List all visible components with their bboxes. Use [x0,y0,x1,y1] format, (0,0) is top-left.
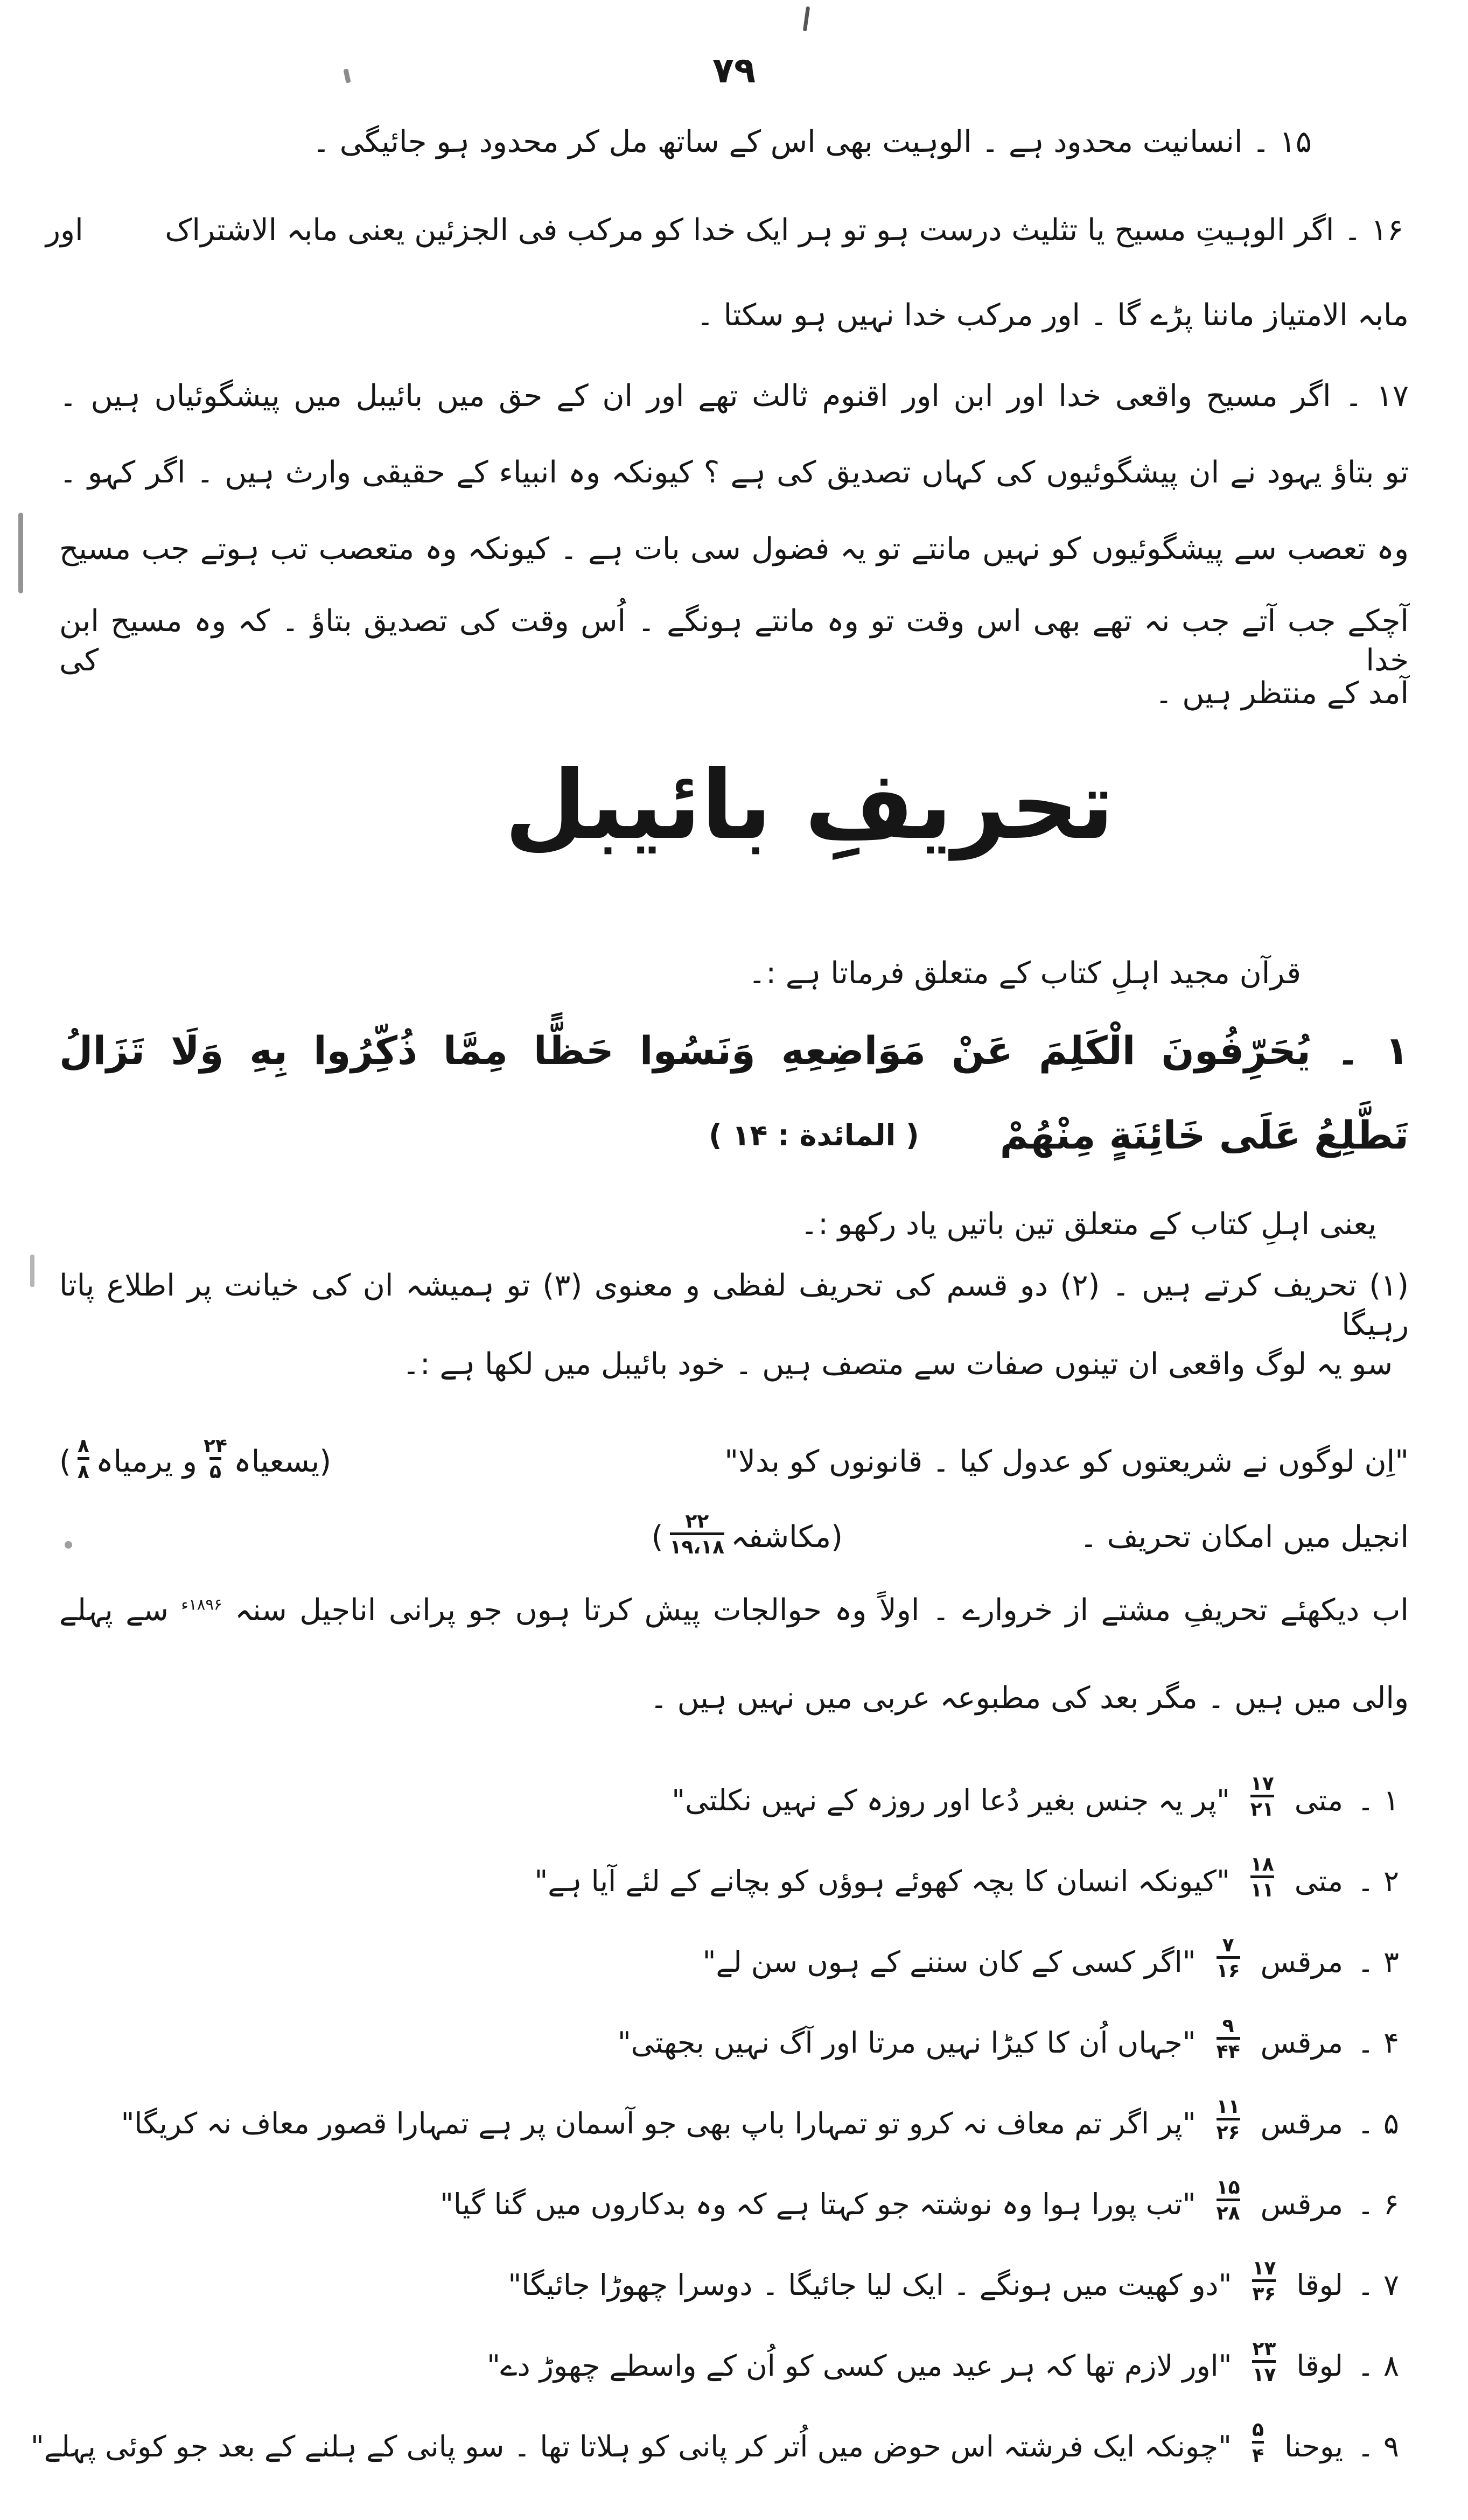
paragraph-17-line-1: ۱۷ ۔ اگر مسیح واقعی خدا اور ابن اور اقنوم ثالث تھے اور ان کے حق میں بائیبل میں پیشگوئیاں ہیں ۔ [59,379,1409,414]
verse-item-number: ۵ ۔ [1357,2106,1399,2140]
quran-quote-line-2 [59,1110,1409,1161]
verse-number: ۱۶ [1217,1956,1240,1982]
paragraph-16-hanging-word: اور [46,213,83,248]
verse-chapter: ۷ [1222,1934,1234,1957]
verse-book-name: متی [1294,1783,1343,1817]
scan-artifact [18,513,23,593]
verse-item-number: ۴ ۔ [1357,2025,1399,2060]
verse-item-number: ۲ ۔ [1357,1864,1399,1898]
verse-quote-text: "اور لازم تھا کہ ہر عید میں کسی کو اُن کے واسطے چھوڑ دے" [487,2348,1232,2383]
revelation-close-paren: ) [651,1520,663,1555]
revelation-reference [651,1510,843,1561]
verse-quote-text: "پر اگر تم معاف نہ کرو تو تمہارا باپ بھی جو آسمان پر ہے تمہارا قصور معاف نہ کریگا" [121,2106,1196,2140]
verse-chapter: ۱۱ [1216,2096,1240,2118]
verse-list-item [59,2083,1399,2164]
isaiah-verse: ۵ [209,1457,221,1483]
verse-quote-text: "پر یہ جنس بغیر دُعا اور روزہ کے نہیں نکلتی" [672,1783,1230,1817]
paragraph-16-line-2: مابہ الامتیاز ماننا پڑے گا ۔ اور مرکب خدا نہیں ہو سکتا ۔ [696,298,1409,333]
verse-chapter-verse-fraction [1252,2339,1276,2385]
year-superscript: ۱۸۹۶ء [181,1595,222,1614]
verse-number: ۴۴ [1217,2037,1240,2063]
verse-item-number: ۱ ۔ [1357,1783,1399,1817]
verse-list-item [59,2244,1399,2325]
verse-chapter-verse-fraction [1217,1935,1240,1982]
removed-verses-list [30,1760,1399,2487]
quran-quote-text: تَطَّلِعُ عَلَى خَائِنَةٍ مِنْهُمْ [999,1112,1409,1158]
revelation-chapter-verse-fraction [670,1511,725,1558]
jeremiah-chapter: ۸ [77,1435,89,1457]
verse-chapter-verse-fraction [1217,2096,1240,2143]
paragraph-17-line-2: تو بتاؤ یہود نے ان پیشگوئیوں کی کہاں تصدیق کی ہے ؟ کیونکہ وہ انبیاء کے حقیقی وارث ہیں ۔ اگر کہو ۔ [59,455,1409,490]
so-line: سو یہ لوگ واقعی ان تینوں صفات سے متصف ہیں ۔ خود بائیبل میں لکھا ہے :۔ [402,1347,1393,1382]
tahrif-intro-pre: اب دیکھئے تحریفِ مشتے از خروارے ۔ اولاً وہ حوالجات پیش کرتا ہوں جو پرانی اناجیل سنہ [235,1593,1409,1628]
verse-number: ۲۸ [1217,2199,1240,2224]
paragraph-17-line-4: آچکے جب آتے جب نہ تھے بھی اس وقت تو وہ مانتے ہونگے ۔ اُس وقت کی تصدیق بتاؤ ۔ کہ وہ مسیح ابن خدا کی [59,604,1409,678]
verse-number: ۲۶ [1217,2118,1240,2144]
jeremiah-reference-label: و یرمیاہ [95,1444,197,1480]
verse-number: ۴ [1252,2441,1264,2467]
verse-chapter: ۵ [1252,2419,1264,2441]
verse-book-name: لوقا [1296,2348,1343,2383]
verse-item-number: ۹ ۔ [1357,2429,1399,2463]
verse-list-item [59,1921,1399,2002]
verse-quote-text: "دو کھیت میں ہونگے ۔ ایک لیا جائیگا ۔ دوسرا چھوڑا جائیگا" [508,2267,1232,2302]
chapter-heading: تحریفِ بائیبل [505,751,1114,860]
tahrif-intro-post: سے پہلے [59,1593,169,1628]
verse-book-name: مرقس [1260,2106,1343,2140]
verse-chapter: ۹ [1222,2015,1234,2038]
verse-number: ۲۱ [1250,1795,1274,1821]
verse-chapter-verse-fraction [1252,2258,1276,2305]
quran-quote-line-1: ۱ ۔ يُحَرِّفُونَ الْكَلِمَ عَنْ مَوَاضِعِهِ وَنَسُوا حَظًّا مِمَّا ذُكِّرُوا بِهِ وَلَا تَزَالُ [59,1028,1409,1073]
verse-book-name: یوحنا [1284,2429,1343,2463]
verse-quote-text: "چونکہ ایک فرشتہ اس حوض میں اُتر کر پانی کو ہلاتا تھا ۔ سو پانی کے ہلنے کے بعد جو کوئی پہلے" [30,2429,1232,2463]
verse-list-item [59,2325,1399,2406]
verse-item-number: ۸ ۔ [1357,2348,1399,2383]
jeremiah-verse: ۸ [78,1457,89,1483]
bible-quote-references [59,1435,332,1486]
verse-chapter: ۱۸ [1250,1853,1274,1876]
three-points-line: (۱) تحریف کرتے ہیں ۔ (۲) دو قسم کی تحریف لفظی و معنوی (۳) تو ہمیشہ ان کی خیانت پر اطلاع پاتا رہیگا [59,1268,1409,1342]
verse-list-item [30,2406,1399,2487]
verse-book-name: مرقس [1260,2025,1343,2060]
verse-number: ۱۱ [1250,1875,1274,1901]
bible-quote-text: "اِن لوگوں نے شریعتوں کو عدول کیا ۔ قانونوں کو بدلا" [724,1444,1409,1480]
verse-chapter: ۱۵ [1216,2176,1240,2199]
verse-quote-text: "اگر کسی کے کان سننے کے ہوں سن لے" [702,1944,1196,1979]
quran-intro-line: قرآن مجید اہلِ کتاب کے متعلق فرماتا ہے :۔ [748,956,1301,991]
verse-quote-text: "تب پورا ہوا وہ نوشتہ جو کہتا ہے کہ وہ بدکاروں میں گنا گیا" [440,2187,1196,2221]
verse-quote-text: "کیونکہ انسان کا بچہ کھوئے ہوؤں کو بچانے کے لئے آیا ہے" [534,1864,1230,1898]
paragraph-16-main-text: ۱۶ ۔ اگر الوہیتِ مسیح یا تثلیث درست ہو تو ہر ایک خدا کو مرکب فی الجزئین یعنی مابہ الاشتراک [165,213,1403,248]
verse-chapter-verse-fraction [1217,2177,1240,2224]
paragraph-16-line-1 [46,211,1403,250]
jeremiah-chapter-verse-fraction [78,1436,89,1482]
verse-chapter-verse-fraction [1217,2015,1240,2062]
scan-artifact [30,1255,34,1287]
verse-number: ۳۶ [1252,2279,1276,2305]
isaiah-reference-label: (یسعیاہ [233,1444,332,1480]
verse-chapter: ۱۷ [1250,1773,1274,1795]
yani-line: یعنی اہلِ کتاب کے متعلق تین باتیں یاد رکھو :۔ [800,1207,1376,1242]
verse-book-name: مرقس [1260,1944,1343,1979]
verse-book-name: لوقا [1296,2267,1343,2302]
verse-chapter: ۱۷ [1252,2257,1276,2280]
verse-book-name: متی [1294,1864,1343,1898]
verse-chapter-verse-fraction [1250,1854,1274,1901]
revelation-verses: ۱۹،۱۸ [670,1532,725,1558]
verse-chapter-verse-fraction [1252,2419,1264,2466]
verse-number: ۱۷ [1252,2360,1276,2386]
verse-chapter: ۲۳ [1252,2338,1276,2361]
verse-item-number: ۶ ۔ [1357,2187,1399,2221]
revelation-label: (مکاشفہ [731,1520,843,1555]
references-close-paren: ) [59,1444,71,1480]
tahrif-intro-line-2: والی میں ہیں ۔ مگر بعد کی مطبوعہ عربی میں نہیں ہیں ۔ [650,1681,1409,1716]
verse-chapter-verse-fraction [1250,1773,1274,1820]
verse-book-name: مرقس [1260,2187,1343,2221]
verse-quote-text: "جہاں اُن کا کیڑا نہیں مرتا اور آگ نہیں بجھتی" [617,2025,1196,2060]
tahrif-intro-line-1 [59,1591,1409,1630]
paragraph-17-line-5: آمد کے منتظر ہیں ۔ [1155,676,1409,711]
verse-list-item [59,1840,1399,1921]
revelation-chapter: ۲۲ [685,1510,709,1532]
injil-text: انجیل میں امکان تحریف ۔ [1080,1520,1409,1555]
verse-item-number: ۳ ۔ [1357,1944,1399,1979]
verse-item-number: ۷ ۔ [1357,2267,1399,2302]
scan-artifact [803,6,810,32]
verse-list-item [59,2164,1399,2244]
injil-line [59,1510,1409,1561]
verse-list-item [59,1760,1399,1840]
isaiah-chapter: ۲۴ [203,1435,227,1457]
verse-list-item [59,2002,1399,2083]
paragraph-17-line-3: وہ تعصب سے پیشگوئیوں کو نہیں مانتے تو یہ فضول سی بات ہے ۔ کیونکہ وہ متعصب تب ہوتے جب مسیح [59,531,1409,566]
page-number: ۷۹ [712,50,756,91]
bible-quote-line [59,1435,1409,1486]
quran-quote-reference: ( المائدة : ۱۴ ) [708,1118,919,1152]
isaiah-chapter-verse-fraction [204,1436,227,1482]
paragraph-15: ۱۵ ۔ انسانیت محدود ہے ۔ الوہیت بھی اس کے ساتھ مل کر محدود ہو جائیگی ۔ [312,124,1312,159]
